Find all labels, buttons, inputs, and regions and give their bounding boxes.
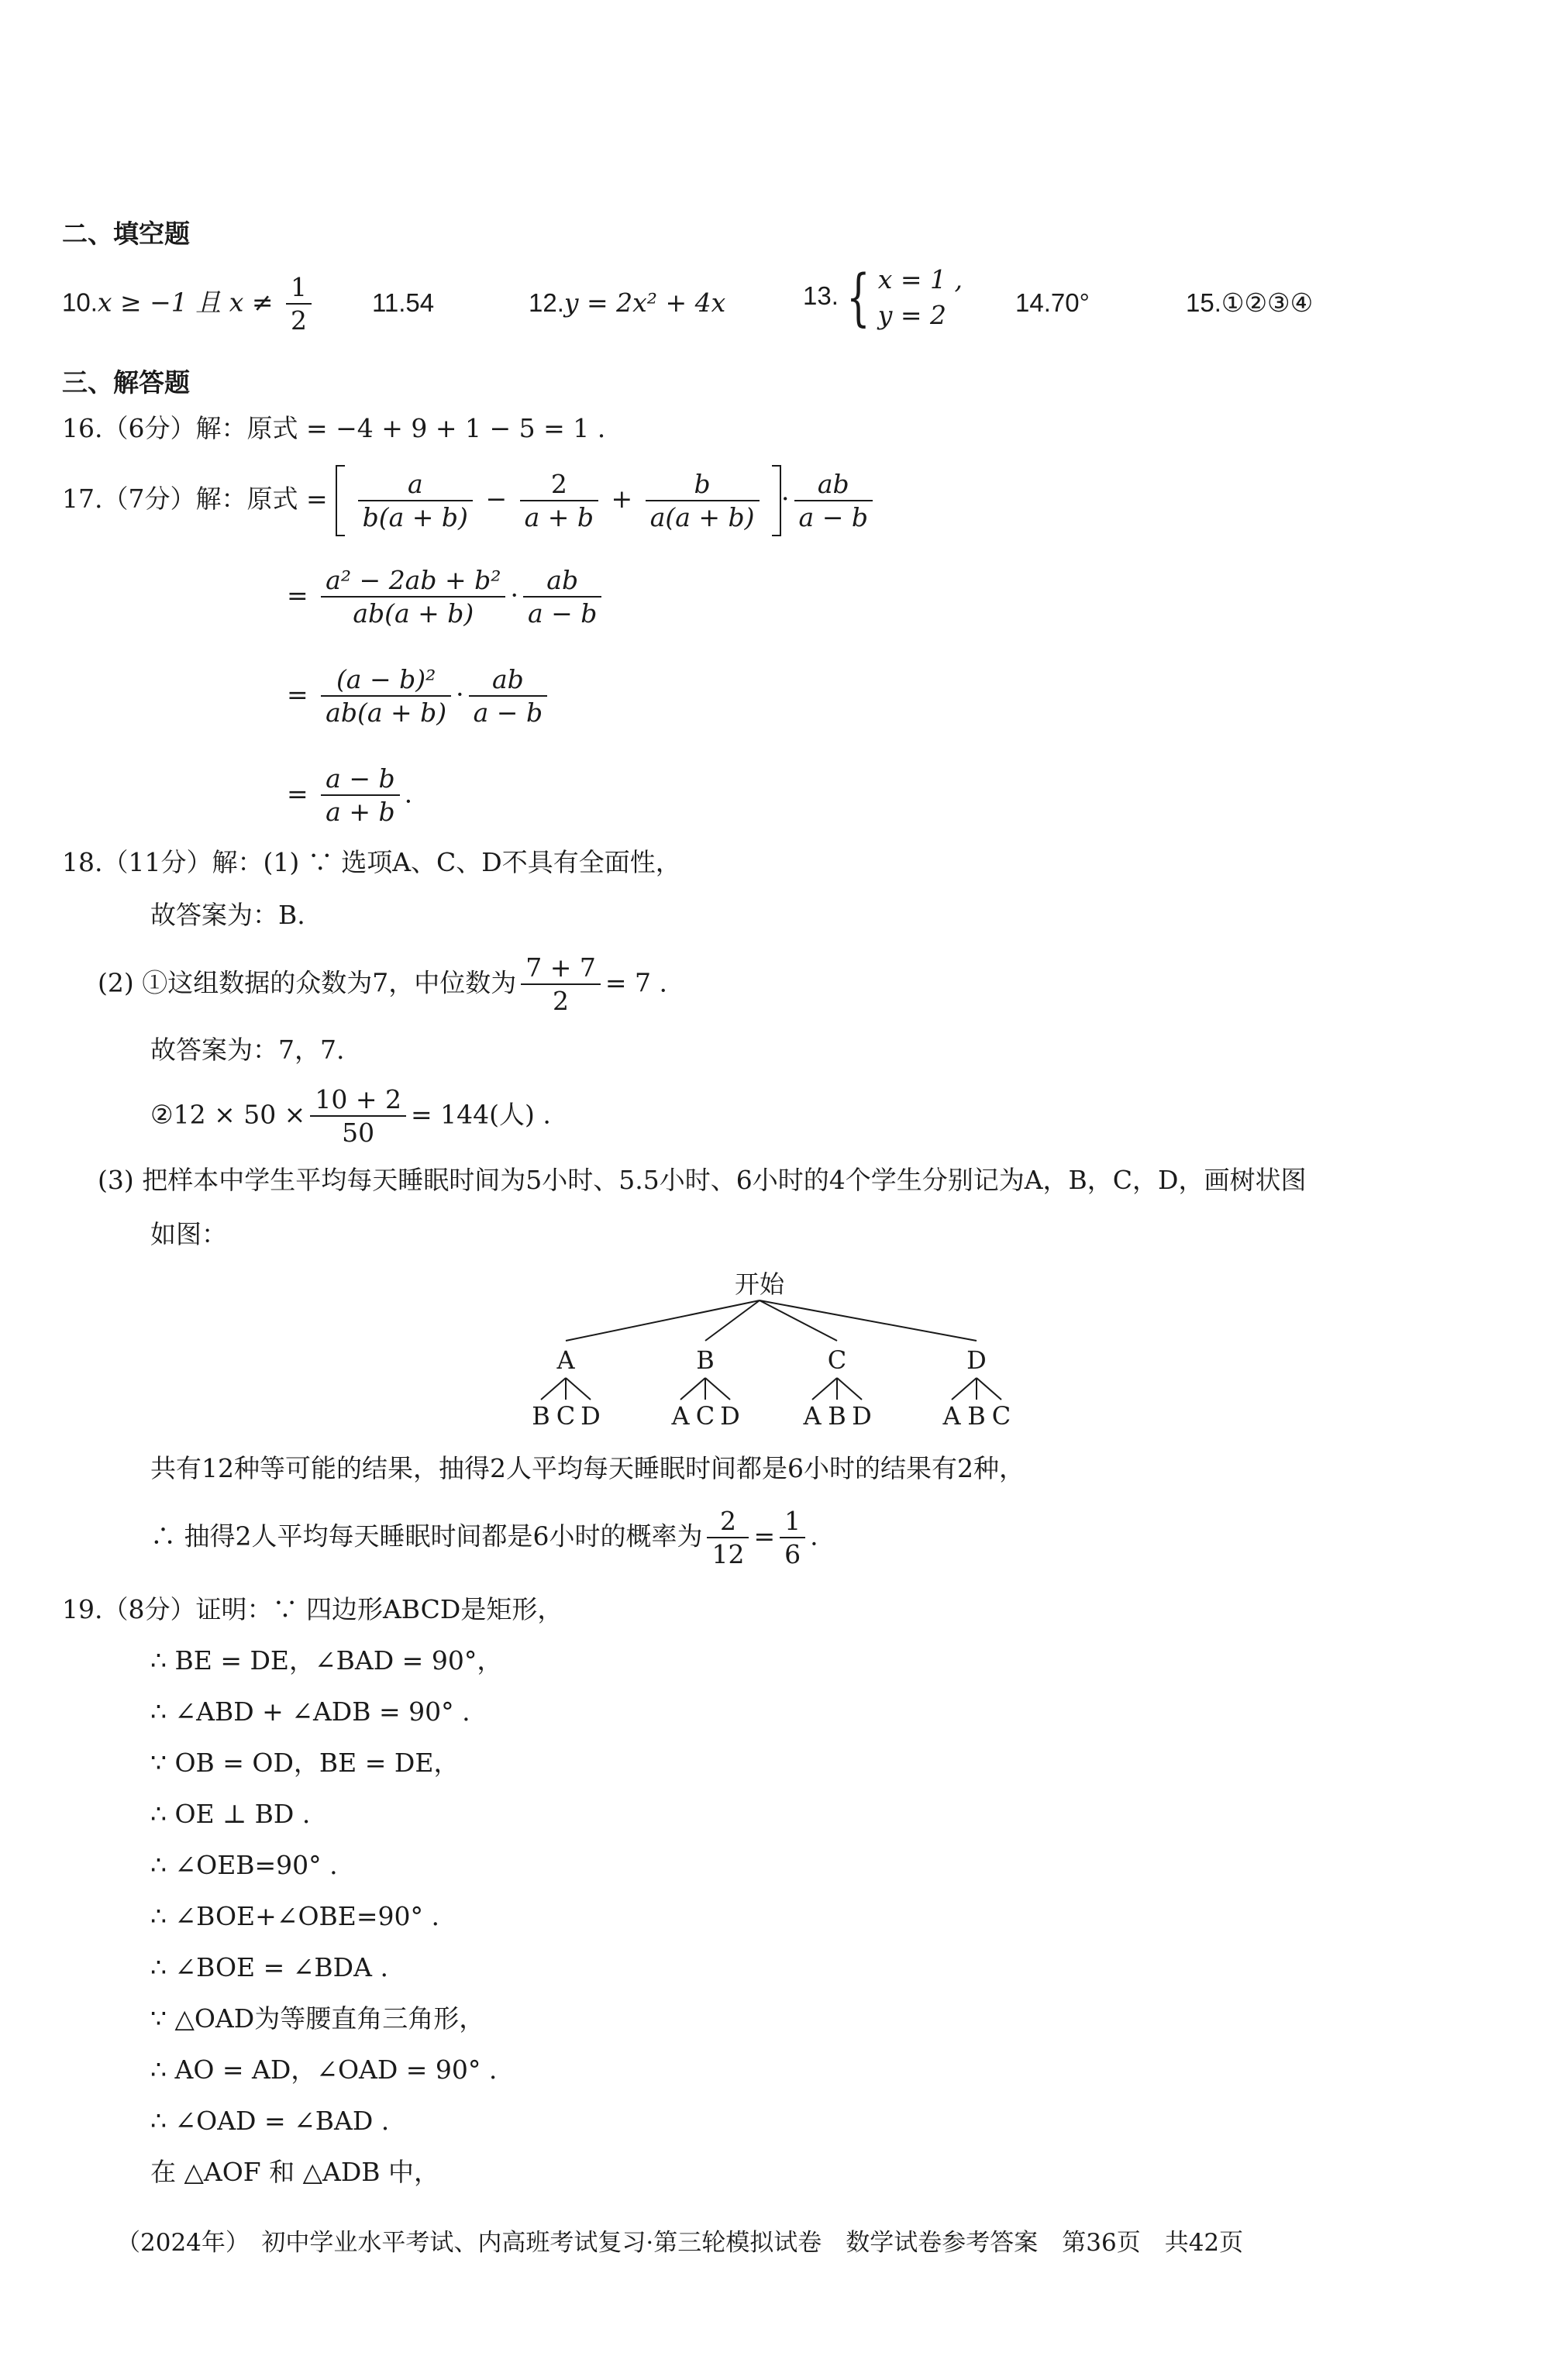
q17-frac2-num: 2 [520, 468, 598, 501]
q18-l9-pre: ∴ 抽得2人平均每天睡眠时间都是6小时的概率为 [150, 1521, 703, 1552]
q18-l5-frac [310, 1083, 406, 1149]
q10-expression: x ≥ −1 且 x ≠ [97, 287, 274, 318]
answer-q18-line8: 共有12种等可能的结果，抽得2人平均每天睡眠时间都是6小时的结果有2种， [150, 1453, 1025, 1483]
q12-expression: y = 2x² + 4x [563, 288, 726, 318]
q18-l9-frac2-num: 1 [780, 1505, 805, 1538]
tree-edge [705, 1378, 730, 1400]
q18-l3-frac-den: 2 [553, 986, 570, 1017]
q10-frac-num: 1 [286, 271, 312, 305]
q17-step4-den: a + b [326, 797, 395, 828]
answer-q19-line: 19.（8分）证明：∵ 四边形ABCD是矩形， [62, 1594, 563, 1624]
q17-step2-frac-den: a − b [527, 598, 598, 629]
probability-tree-diagram [512, 1263, 1054, 1434]
q17-step4-num: a − b [321, 763, 399, 796]
tree-edge [760, 1300, 837, 1341]
tree-node-level1: D [966, 1345, 987, 1375]
tree-node-level2: D [720, 1401, 740, 1431]
answer-q18-line7: 如图： [150, 1219, 227, 1249]
q18-l9-frac1 [707, 1505, 749, 1571]
tree-edge [837, 1378, 862, 1400]
answer-q19-line: ∴ AO = AD，∠OAD = 90° . [150, 2055, 498, 2085]
tree-node-level2: C [556, 1401, 576, 1431]
q17-eq: = [287, 679, 308, 710]
page-footer: （2024年） 初中学业水平考试、内高班考试复习·第三轮模拟试卷 数学试卷参考答案 第36页 共42页 [116, 2229, 1244, 2257]
q13-number: 13. [803, 281, 839, 311]
tree-edge [566, 1300, 760, 1341]
right-bracket-icon [772, 465, 781, 536]
q17-step3 [321, 663, 451, 729]
q17-step3-frac-den: a − b [473, 697, 543, 728]
q17-frac3-den: a(a + b) [649, 502, 755, 532]
tree-edges [541, 1300, 1001, 1400]
tree-node-level2: B [532, 1401, 550, 1431]
q12-number: 12. [529, 288, 564, 317]
answer-q19-line: ∴ ∠BOE+∠OBE=90° . [150, 1901, 439, 1931]
q18-l3-post: = 7 . [605, 967, 667, 998]
answer-q19-line: ∴ OE ⊥ BD . [150, 1799, 311, 1829]
q13-line2: y = 2 [877, 300, 947, 331]
q17-frac4 [794, 468, 873, 534]
section-solutions: 三、解答题 [62, 367, 190, 398]
answer-q17-line4 [287, 763, 412, 828]
answer-q19-line: ∴ ∠ABD + ∠ADB = 90° . [150, 1696, 470, 1727]
answer-q19-line: 在 △AOF 和 △ADB 中， [150, 2157, 440, 2187]
q17-minus: − [485, 484, 508, 514]
answer-q14: 14.70° [1015, 288, 1090, 317]
q17-frac1-den: b(a + b) [362, 502, 468, 532]
q17-period: . [404, 778, 413, 809]
q17-frac2-den: a + b [524, 502, 594, 532]
q17-dot: · [456, 679, 464, 710]
q17-step3-num: (a − b)² [321, 663, 451, 697]
q17-step2-frac-num: ab [523, 564, 601, 598]
q17-step2 [321, 564, 505, 630]
q13-line1: x = 1 , [877, 264, 963, 294]
answer-q10 [62, 271, 316, 337]
tree-node-level1: C [827, 1345, 847, 1375]
q18-l9-post: . [810, 1521, 818, 1552]
q17-frac3-num: b [646, 468, 760, 501]
tree-node-level2: A [671, 1401, 690, 1431]
answer-q19-line: ∴ BE = DE，∠BAD = 90°， [150, 1645, 503, 1676]
tree-root: 开始 [734, 1269, 785, 1299]
tree-node-level2: D [852, 1401, 872, 1431]
q18-l3-pre: (2) ①这组数据的众数为7，中位数为 [98, 967, 517, 998]
answer-q19-line: ∵ OB = OD，BE = DE， [150, 1748, 460, 1778]
q18-l5-pre: ②12 × 50 × [150, 1099, 306, 1130]
q17-step2-frac [523, 564, 601, 630]
answer-q17-line1 [62, 465, 877, 536]
tree-node-level2: B [828, 1401, 846, 1431]
q17-eq: = [287, 580, 308, 611]
q18-l9-frac2 [780, 1505, 805, 1571]
answer-q18-line2: 故答案为：B. [150, 900, 305, 930]
answer-q16: 16.（6分）解：原式 = −4 + 9 + 1 − 5 = 1 . [62, 413, 606, 443]
tree-edge [812, 1378, 837, 1400]
q13-system [878, 262, 963, 333]
answer-q18-line5 [150, 1083, 551, 1149]
q10-number: 10. [62, 288, 98, 317]
q18-l3-frac [521, 952, 601, 1018]
tree-edge [680, 1378, 705, 1400]
answer-q19-line: ∴ ∠BOE = ∠BDA . [150, 1952, 388, 1982]
q17-frac3 [646, 468, 760, 534]
answer-q11: 11.54 [372, 288, 435, 317]
q17-step3-frac [469, 663, 547, 729]
q18-l5-post: = 144(人) . [410, 1099, 551, 1130]
tree-node-level2: D [580, 1401, 601, 1431]
tree-edge [566, 1378, 591, 1400]
q18-l3-frac-num: 7 + 7 [521, 952, 601, 985]
q17-plus: + [611, 484, 633, 514]
answer-q12 [529, 288, 726, 318]
left-bracket-icon [336, 465, 345, 536]
answer-q18-line9 [150, 1505, 818, 1571]
q17-frac4-num: ab [794, 468, 873, 501]
q17-dot: · [510, 580, 518, 611]
q13-brace-icon: { [846, 261, 870, 334]
tree-node-level1: B [696, 1345, 715, 1375]
tree-edge [952, 1378, 977, 1400]
tree-node-level2: A [942, 1401, 961, 1431]
section-fill-blank: 二、填空题 [62, 219, 190, 249]
q17-frac2 [520, 468, 598, 534]
q17-step3-frac-num: ab [469, 663, 547, 697]
q17-step3-den: ab(a + b) [326, 697, 447, 728]
tree-node-level2: A [803, 1401, 822, 1431]
tree-node-level2: C [991, 1401, 1011, 1431]
answer-q17-line3 [287, 663, 552, 729]
q18-l9-frac1-num: 2 [707, 1505, 749, 1538]
tree-edge [541, 1378, 566, 1400]
answer-q19-line: ∴ ∠OAD = ∠BAD . [150, 2106, 390, 2136]
q18-l5-frac-den: 50 [342, 1118, 375, 1149]
answer-q18-line4: 故答案为：7，7. [150, 1035, 345, 1065]
answer-q18-line3 [98, 952, 667, 1018]
tree-edge [760, 1300, 977, 1341]
answer-q19-line: ∴ ∠OEB=90° . [150, 1850, 338, 1880]
q17-lead: 17.（7分）解：原式 = [62, 484, 328, 514]
answer-q18-line6: (3) 把样本中学生平均每天睡眠时间为5小时、5.5小时、6小时的4个学生分别记为A，B，C，D，画树状图 [98, 1165, 1307, 1195]
q17-step2-num: a² − 2ab + b² [321, 564, 505, 598]
tree-edge [977, 1378, 1001, 1400]
q18-l9-frac2-den: 6 [784, 1539, 801, 1570]
answer-q17-line2 [287, 564, 606, 630]
answer-q18-line1: 18.（11分）解：(1) ∵ 选项A、C、D不具有全面性， [62, 847, 681, 877]
tree-node-level2: B [967, 1401, 986, 1431]
q10-frac-den: 2 [291, 305, 307, 336]
q18-l9-eq: = [753, 1521, 776, 1552]
q18-l5-frac-num: 10 + 2 [310, 1083, 406, 1117]
q17-frac1 [358, 468, 473, 534]
answer-q19-line: ∵ △OAD为等腰直角三角形， [150, 2003, 485, 2034]
answer-q13 [803, 262, 963, 333]
q10-fraction [286, 271, 312, 337]
q17-frac4-den: a − b [798, 502, 868, 532]
tree-node-level1: A [556, 1345, 575, 1375]
q17-frac1-num: a [358, 468, 473, 501]
tree-node-level2: C [695, 1401, 715, 1431]
answer-q15: 15.①②③④ [1186, 288, 1314, 317]
q17-eq: = [287, 778, 308, 809]
q17-dot: · [781, 484, 790, 514]
q18-l9-frac1-den: 12 [711, 1539, 745, 1570]
q17-step4 [321, 763, 399, 828]
q17-step2-den: ab(a + b) [353, 598, 474, 629]
